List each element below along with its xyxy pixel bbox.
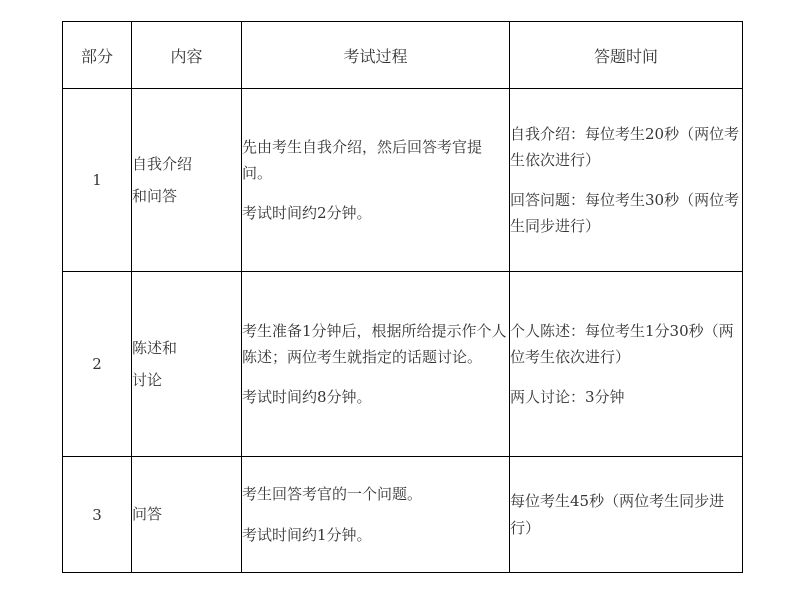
process-text: 考生回答考官的一个问题。: [242, 485, 423, 504]
answer-time: [510, 89, 743, 272]
process-duration: 考试时间约1分钟。: [242, 525, 372, 544]
time-text: 自我介绍：每位考生20秒（两位考生依次进行）: [510, 124, 740, 169]
table-row: [63, 457, 743, 573]
part-number: 1: [63, 89, 132, 272]
time-text: 两人讨论：3分钟: [510, 388, 625, 407]
table-header-row: [63, 22, 743, 89]
process-text: 先由考生自我介绍，然后回答考官提问。: [242, 137, 483, 182]
content-line: 陈述和: [132, 338, 178, 357]
time-text: 个人陈述：每位考生1分30秒（两位考生依次进行）: [510, 321, 734, 366]
exam-process: [242, 89, 510, 272]
time-text: 每位考生45秒（两位考生同步进行）: [510, 492, 725, 537]
exam-process: [242, 272, 510, 457]
header-part: 部分: [63, 22, 132, 89]
part-number: 3: [63, 457, 132, 573]
exam-process: [242, 457, 510, 573]
header-time: 答题时间: [510, 22, 743, 89]
part-content: [132, 457, 242, 573]
process-text: 考生准备1分钟后，根据所给提示作个人陈述；两位考生就指定的话题讨论。: [242, 321, 507, 366]
exam-format-table: [62, 21, 743, 573]
content-line: 自我介绍: [132, 154, 193, 173]
content-line: 和问答: [132, 187, 178, 205]
table-row: [63, 89, 743, 272]
content-line: 讨论: [132, 371, 163, 389]
process-duration: 考试时间约8分钟。: [242, 388, 372, 407]
part-number: 2: [63, 272, 132, 457]
answer-time: [510, 457, 743, 573]
answer-time: [510, 272, 743, 457]
content-line: 问答: [132, 505, 163, 524]
part-content: [132, 272, 242, 457]
time-text: 回答问题：每位考生30秒（两位考生同步进行）: [510, 191, 740, 236]
part-content: [132, 89, 242, 272]
table-row: [63, 272, 743, 457]
header-content: 内容: [132, 22, 242, 89]
header-process: 考试过程: [242, 22, 510, 89]
process-duration: 考试时间约2分钟。: [242, 204, 372, 223]
